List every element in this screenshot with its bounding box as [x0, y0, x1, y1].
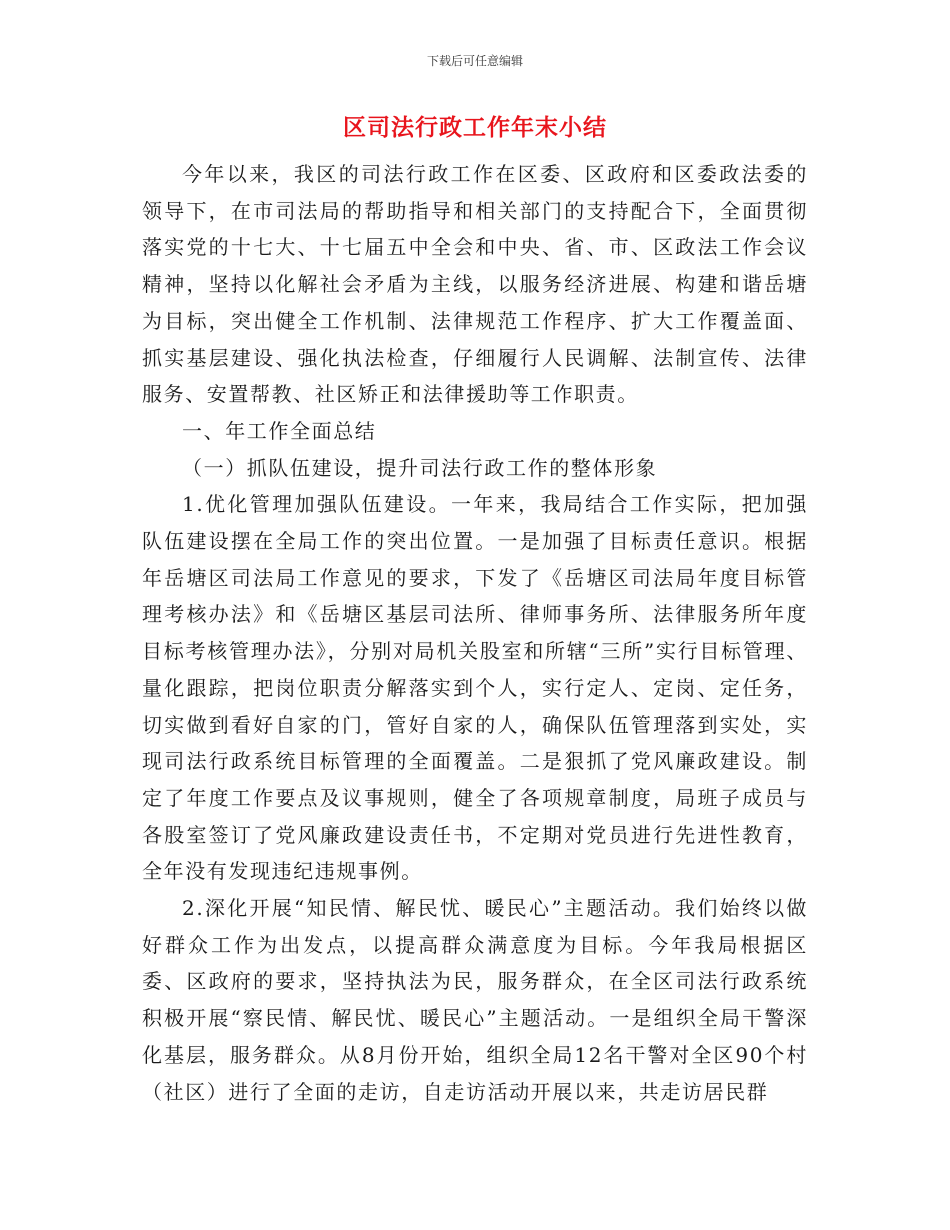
- section-heading: 一、年工作全面总结: [182, 418, 377, 443]
- subsection-heading: （一）抓队伍建设，提升司法行政工作的整体形象: [182, 455, 658, 480]
- paragraph-theme-activity: 2.深化开展“知民情、解民忧、暖民心”主题活动。我们始终以做好群众工作为出发点，以提高群众满意度为目标。今年我局根据区委、区政府的要求，坚持执法为民，服务群众，在全区司法行政系统积极开展“察民情、解民忧、暖民心”主题活动。一是组织全局干警深化基层，服务群众。从8月份开始，组织全局12名干警对全区90个村（社区）进行了全面的走访，自走访活动开展以来，共走访居民群: [142, 896, 808, 1104]
- paragraph-team-building: 1.优化管理加强队伍建设。一年来，我局结合工作实际，把加强队伍建设摆在全局工作的突出位置。一是加强了目标责任意识。根据年岳塘区司法局工作意见的要求，下发了《岳塘区司法局年度目标管理考核办法》和《岳塘区基层司法所、律师事务所、法律服务所年度目标考核管理办法》，分别对局机关股室和所辖“三所”实行目标管理、量化跟踪，把岗位职责分解落实到个人，实行定人、定岗、定任务，切实做到看好自家的门，管好自家的人，确保队伍管理落到实处，实现司法行政系统目标管理的全面覆盖。二是狠抓了党风廉政建设。制定了年度工作要点及议事规则，健全了各项规章制度，局班子成员与各股室签订了党风廉政建设责任书，不定期对党员进行先进性教育，全年没有发现违纪违规事例。: [142, 492, 808, 884]
- document-title: 区司法行政工作年末小结: [343, 114, 607, 141]
- page-header: 下载后可任意编辑: [426, 54, 523, 68]
- document-body: [142, 156, 808, 1110]
- intro-paragraph: 今年以来，我区的司法行政工作在区委、区政府和区委政法委的领导下，在市司法局的帮助指导和相关部门的支持配合下，全面贯彻落实党的十七大、十七届五中全会和中央、省、市、区政法工作会议精神，坚持以化解社会矛盾为主线，以服务经济进展、构建和谐岳塘为目标，突出健全工作机制、法律规范工作程序、扩大工作覆盖面、抓实基层建设、强化执法检查，仔细履行人民调解、法制宣传、法律服务、安置帮教、社区矫正和法律援助等工作职责。: [142, 162, 808, 407]
